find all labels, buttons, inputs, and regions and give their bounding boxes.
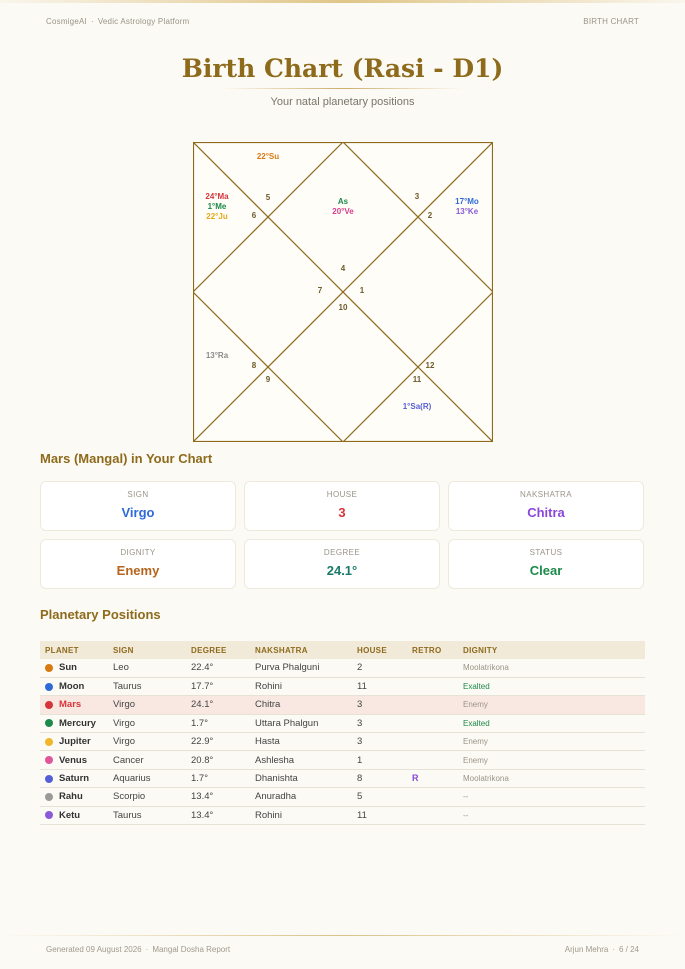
degree-value: 1.7° — [191, 773, 209, 785]
planet-label-house-2: 13°Ke — [455, 207, 479, 216]
planet-label-house-6: 22°Ju — [206, 212, 228, 221]
sign-value: Scorpio — [113, 791, 146, 803]
platform-name: Vedic Astrology Platform — [97, 17, 190, 26]
cell-retro — [407, 677, 458, 695]
cell-nakshatra — [250, 806, 352, 824]
planet-name: Mercury — [59, 717, 96, 729]
page-subtitle: Your natal planetary positions — [270, 96, 415, 108]
mars-section-title: Mars (Mangal) in Your Chart — [40, 451, 213, 466]
cell-sign — [108, 714, 186, 732]
planet-cell-content — [45, 681, 108, 692]
generated-date: Generated 09 August 2026 — [46, 945, 142, 954]
house-value: 11 — [357, 681, 367, 693]
card-label: DEGREE — [323, 548, 361, 557]
cell-planet — [40, 769, 108, 787]
degree-value: 20.8° — [191, 754, 214, 766]
col-header-planet: PLANET — [45, 645, 79, 655]
card-value: Clear — [529, 563, 563, 578]
mars-card-house — [244, 481, 440, 531]
cell-planet — [40, 677, 108, 695]
planet-dot-icon — [45, 775, 53, 783]
cell-dignity — [458, 696, 645, 714]
card-label: SIGN — [127, 490, 149, 499]
cell-sign — [108, 769, 186, 787]
planet-name: Venus — [59, 754, 87, 766]
nakshatra-value: Ashlesha — [255, 754, 295, 766]
house-value: 8 — [357, 773, 363, 785]
nakshatra-value: Chitra — [255, 699, 281, 711]
card-value: Enemy — [116, 563, 160, 578]
cell-retro — [407, 751, 458, 769]
cell-house — [352, 677, 407, 695]
planet-cell-content — [45, 755, 108, 766]
dignity-value: Enemy — [463, 700, 488, 710]
cell-dignity — [458, 733, 645, 751]
birth-chart — [193, 142, 493, 442]
table-row — [40, 788, 645, 806]
cell-degree — [186, 733, 250, 751]
cell-planet — [40, 733, 108, 751]
house-value: 1 — [357, 754, 363, 766]
planet-cell-content — [45, 662, 108, 673]
table-row — [40, 733, 645, 751]
table-row — [40, 769, 645, 787]
col-header-dignity: DIGNITY — [463, 645, 498, 655]
header-left — [46, 17, 189, 26]
planet-dot-icon — [45, 701, 53, 709]
degree-value: 22.9° — [191, 736, 214, 748]
cell-retro — [407, 659, 458, 677]
planet-label-house-6: 24°Ma — [205, 192, 229, 201]
degree-value: 13.4° — [191, 791, 214, 803]
planet-label-house-2: 17°Mo — [455, 197, 479, 206]
table-body — [40, 659, 645, 825]
card-label: NAKSHATRA — [520, 490, 572, 499]
sign-value: Leo — [113, 662, 129, 674]
header-section-label: BIRTH CHART — [583, 17, 639, 26]
north-indian-chart — [193, 142, 493, 442]
cell-house — [352, 696, 407, 714]
col-header-degree: DEGREE — [191, 645, 227, 655]
table-row — [40, 659, 645, 677]
cell-dignity — [458, 769, 645, 787]
sign-value: Aquarius — [113, 773, 151, 785]
cell-degree — [186, 696, 250, 714]
cell-sign — [108, 788, 186, 806]
planet-cell-content — [45, 736, 108, 747]
planet-label-house-8: 13°Ra — [205, 351, 229, 360]
dignity-value: Enemy — [463, 755, 488, 765]
dignity-value: -- — [463, 792, 469, 802]
card-value: 3 — [338, 505, 346, 520]
cell-dignity — [458, 659, 645, 677]
nakshatra-value: Hasta — [255, 736, 280, 748]
sign-value: Taurus — [113, 681, 142, 693]
planet-dot-icon — [45, 719, 53, 727]
house-number-11: 11 — [412, 375, 422, 384]
table-row — [40, 696, 645, 714]
house-number-1: 1 — [359, 286, 365, 295]
planet-cell-content — [45, 791, 108, 802]
cell-degree — [186, 769, 250, 787]
card-value: Virgo — [121, 505, 155, 520]
positions-section-title: Planetary Positions — [40, 607, 161, 622]
degree-value: 22.4° — [191, 662, 214, 674]
title-divider — [222, 88, 463, 89]
cell-planet — [40, 788, 108, 806]
cell-dignity — [458, 714, 645, 732]
footer-divider — [0, 935, 685, 936]
cell-sign — [108, 806, 186, 824]
cell-nakshatra — [250, 788, 352, 806]
dignity-value: Moolatrikona — [463, 663, 509, 673]
house-value: 3 — [357, 717, 363, 729]
col-header-house: HOUSE — [357, 645, 387, 655]
cell-sign — [108, 659, 186, 677]
cell-house — [352, 659, 407, 677]
planetary-positions-table — [40, 641, 645, 825]
nakshatra-value: Uttara Phalgun — [255, 717, 319, 729]
brand-name: CosmigeAI — [46, 17, 87, 26]
sign-value: Virgo — [113, 717, 136, 729]
planet-dot-icon — [45, 683, 53, 691]
footer-separator-2: · — [612, 945, 615, 954]
card-label: DIGNITY — [120, 548, 156, 557]
card-value: 24.1° — [326, 563, 358, 578]
cell-retro — [407, 788, 458, 806]
nakshatra-value: Purva Phalguni — [255, 662, 320, 674]
cell-degree — [186, 751, 250, 769]
top-accent-line — [0, 0, 685, 3]
cell-retro — [407, 733, 458, 751]
house-number-5: 5 — [265, 193, 271, 202]
card-label: HOUSE — [326, 490, 358, 499]
col-header-sign: SIGN — [113, 645, 134, 655]
mars-card-sign — [40, 481, 236, 531]
planet-label-house-4: 20°Ve — [332, 207, 354, 216]
cell-degree — [186, 788, 250, 806]
planet-dot-icon — [45, 664, 53, 672]
house-number-7: 7 — [317, 286, 323, 295]
cell-nakshatra — [250, 659, 352, 677]
retro-value: R — [412, 773, 419, 784]
cell-retro — [407, 806, 458, 824]
nakshatra-value: Rohini — [255, 809, 282, 821]
planet-name: Mars — [59, 699, 82, 711]
nakshatra-value: Dhanishta — [255, 773, 298, 785]
cell-nakshatra — [250, 677, 352, 695]
page-header — [46, 17, 639, 26]
cell-planet — [40, 696, 108, 714]
cell-sign — [108, 677, 186, 695]
cell-house — [352, 788, 407, 806]
cell-degree — [186, 677, 250, 695]
house-value: 2 — [357, 662, 363, 674]
footer-separator: · — [145, 945, 149, 954]
cell-dignity — [458, 788, 645, 806]
cell-nakshatra — [250, 714, 352, 732]
cell-planet — [40, 714, 108, 732]
planet-dot-icon — [45, 738, 53, 746]
planet-cell-content — [45, 718, 108, 729]
report-name: Mangal Dosha Report — [152, 945, 231, 954]
dignity-value: Moolatrikona — [463, 774, 509, 784]
cell-planet — [40, 751, 108, 769]
nakshatra-value: Rohini — [255, 681, 282, 693]
client-name: Arjun Mehra — [564, 945, 609, 954]
cell-retro — [407, 714, 458, 732]
planet-dot-icon — [45, 811, 53, 819]
degree-value: 24.1° — [191, 699, 214, 711]
planet-cell-content — [45, 773, 108, 784]
cell-planet — [40, 806, 108, 824]
house-number-3: 3 — [414, 192, 420, 201]
sign-value: Virgo — [113, 736, 136, 748]
sign-value: Virgo — [113, 699, 136, 711]
cell-nakshatra — [250, 696, 352, 714]
page-footer — [46, 945, 639, 954]
page-number: 6 / 24 — [618, 945, 639, 954]
cell-sign — [108, 751, 186, 769]
cell-house — [352, 806, 407, 824]
mars-card-status — [448, 539, 644, 589]
cell-sign — [108, 696, 186, 714]
cell-nakshatra — [250, 733, 352, 751]
cell-nakshatra — [250, 769, 352, 787]
planet-dot-icon — [45, 793, 53, 801]
cell-degree — [186, 659, 250, 677]
sign-value: Taurus — [113, 809, 142, 821]
mars-summary-cards — [40, 481, 645, 589]
cell-planet — [40, 659, 108, 677]
cell-dignity — [458, 677, 645, 695]
cell-retro — [407, 696, 458, 714]
header-separator: · — [90, 17, 94, 26]
mars-card-nakshatra — [448, 481, 644, 531]
cell-dignity — [458, 806, 645, 824]
cell-degree — [186, 714, 250, 732]
planet-dot-icon — [45, 756, 53, 764]
planet-cell-content — [45, 699, 108, 710]
cell-sign — [108, 733, 186, 751]
dignity-value: Exalted — [463, 682, 490, 692]
table-header-row — [40, 641, 645, 659]
sign-value: Cancer — [113, 754, 144, 766]
planet-label-house-4: As — [337, 197, 349, 206]
cell-retro — [407, 769, 458, 787]
cell-house — [352, 751, 407, 769]
house-value: 3 — [357, 699, 363, 711]
degree-value: 1.7° — [191, 717, 209, 729]
card-value: Chitra — [527, 505, 565, 520]
house-number-2: 2 — [427, 211, 433, 220]
planet-name: Saturn — [59, 773, 90, 785]
cell-degree — [186, 806, 250, 824]
footer-right — [565, 945, 639, 954]
nakshatra-value: Anuradha — [255, 791, 297, 803]
planet-name: Sun — [59, 662, 77, 674]
planet-name: Ketu — [59, 809, 81, 821]
page-title: Birth Chart (Rasi - D1) — [181, 54, 504, 83]
planet-label-house-6: 1°Me — [207, 202, 227, 211]
table-row — [40, 714, 645, 732]
degree-value: 13.4° — [191, 809, 214, 821]
house-number-9: 9 — [265, 375, 271, 384]
house-number-12: 12 — [425, 361, 435, 370]
house-number-10: 10 — [338, 303, 348, 312]
cell-house — [352, 769, 407, 787]
cell-house — [352, 733, 407, 751]
mars-card-dignity — [40, 539, 236, 589]
col-header-retro: RETRO — [412, 645, 442, 655]
dignity-value: -- — [463, 810, 469, 820]
cell-nakshatra — [250, 751, 352, 769]
footer-left — [46, 945, 230, 954]
house-number-6: 6 — [251, 211, 257, 220]
table-row — [40, 751, 645, 769]
planet-name: Moon — [59, 681, 85, 693]
cell-house — [352, 714, 407, 732]
planet-label-house-5: 22°Su — [256, 152, 280, 161]
cell-dignity — [458, 751, 645, 769]
house-number-8: 8 — [251, 361, 257, 370]
card-label: STATUS — [529, 548, 563, 557]
house-value: 3 — [357, 736, 363, 748]
house-value: 11 — [357, 809, 367, 821]
dignity-value: Exalted — [463, 718, 490, 728]
house-number-4: 4 — [340, 264, 346, 273]
dignity-value: Enemy — [463, 737, 488, 747]
table-row — [40, 806, 645, 824]
planet-label-house-11: 1°Sa(R) — [402, 402, 432, 411]
table-row — [40, 677, 645, 695]
mars-card-degree — [244, 539, 440, 589]
planet-name: Jupiter — [59, 736, 91, 748]
col-header-nakshatra: NAKSHATRA — [255, 645, 308, 655]
planet-cell-content — [45, 810, 108, 821]
degree-value: 17.7° — [191, 681, 214, 693]
planet-name: Rahu — [59, 791, 83, 803]
house-value: 5 — [357, 791, 363, 803]
